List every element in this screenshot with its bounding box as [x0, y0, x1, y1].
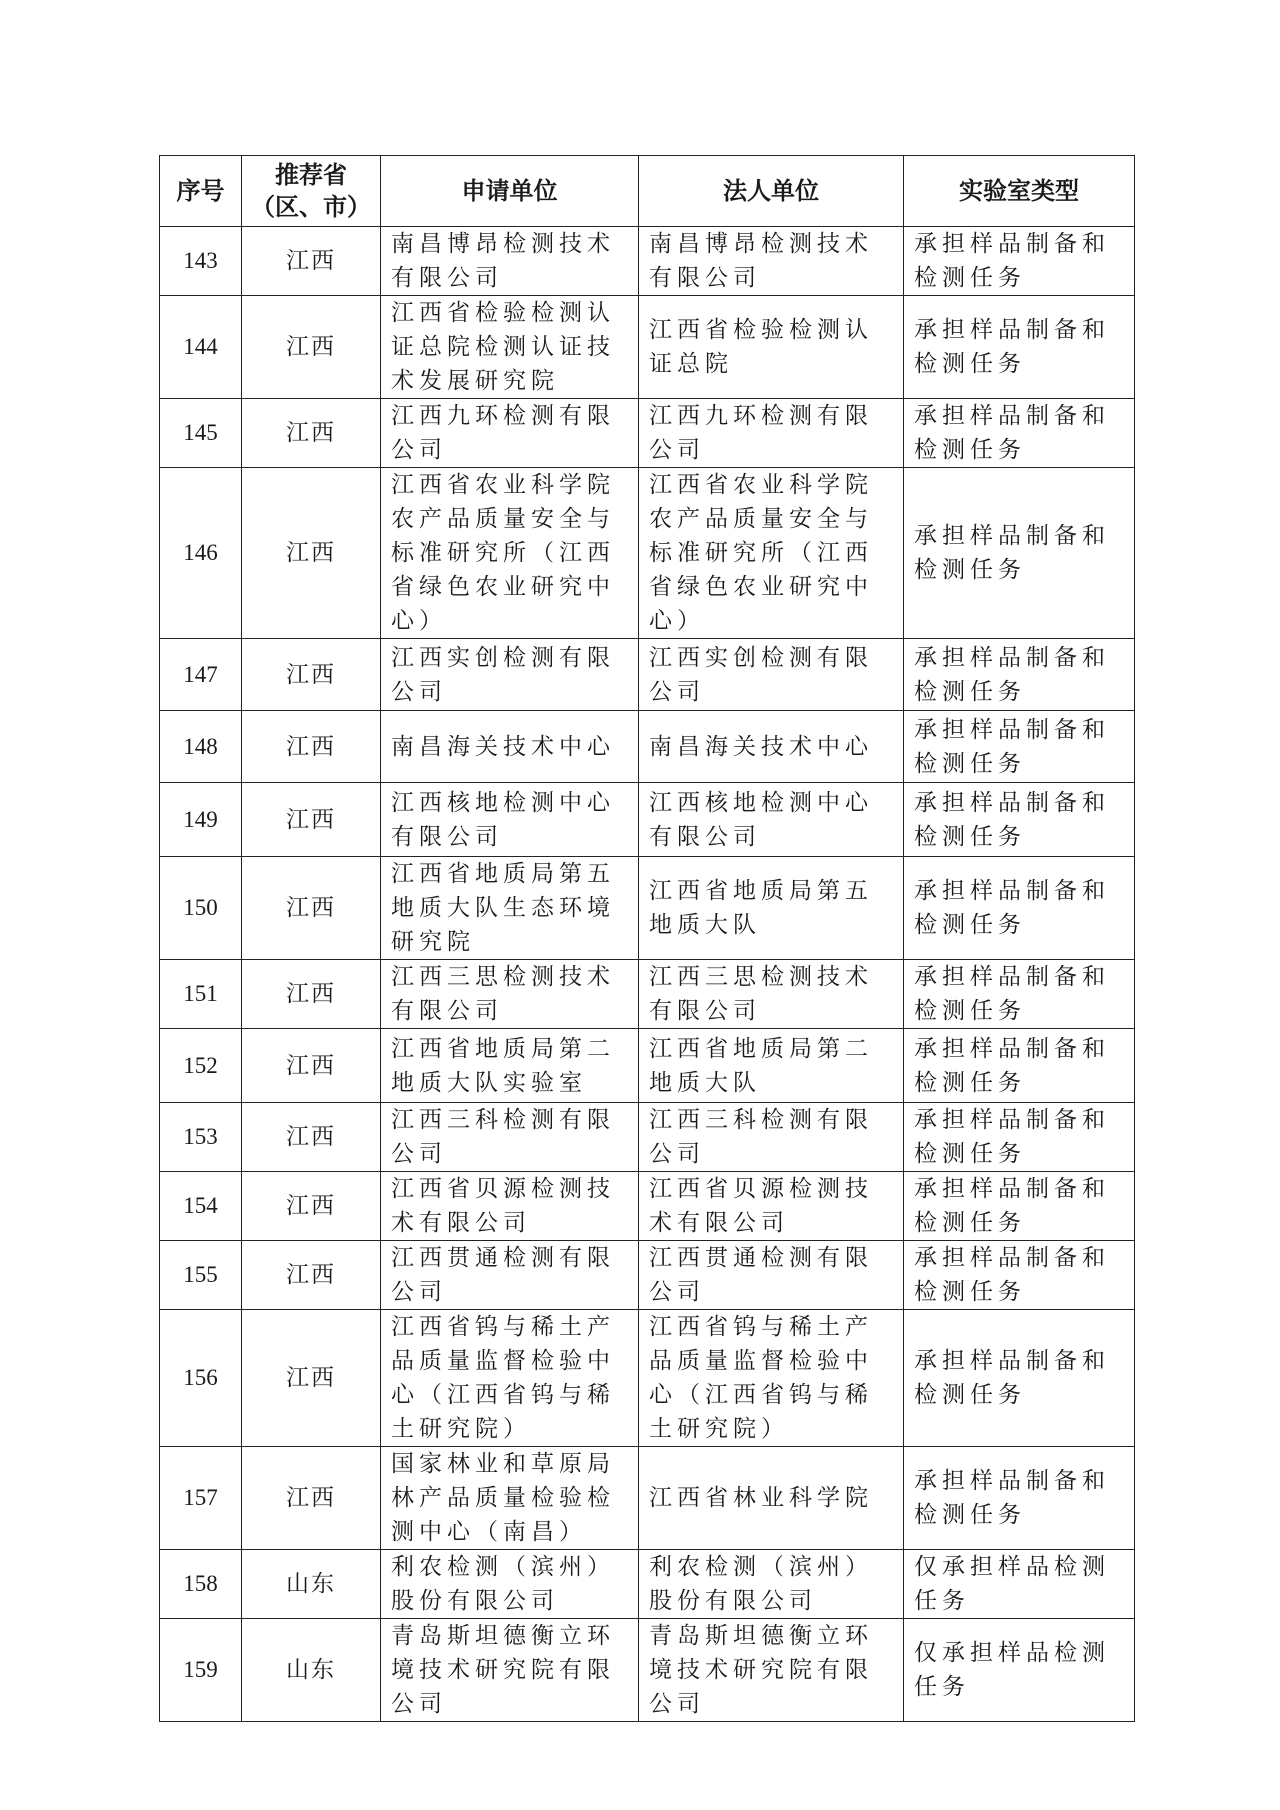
row-province: 山东	[242, 1619, 381, 1722]
row-lab-type: 承担样品制备和检测任务	[904, 1029, 1135, 1103]
row-legal-entity: 江西省林业科学院	[639, 1447, 904, 1550]
row-applicant: 南昌海关技术中心	[381, 711, 639, 783]
table-row	[160, 1172, 1135, 1241]
row-applicant: 南昌博昂检测技术有限公司	[381, 227, 639, 296]
row-lab-type: 承担样品制备和检测任务	[904, 468, 1135, 639]
row-applicant: 江西九环检测有限公司	[381, 399, 639, 468]
row-index: 157	[160, 1447, 242, 1550]
row-index: 148	[160, 711, 242, 783]
row-province: 江西	[242, 227, 381, 296]
table-row	[160, 1310, 1135, 1447]
row-index: 153	[160, 1103, 242, 1172]
row-index: 158	[160, 1550, 242, 1619]
row-index: 154	[160, 1172, 242, 1241]
row-province: 江西	[242, 960, 381, 1029]
header-lab-type: 实验室类型	[904, 156, 1135, 227]
row-applicant: 江西省钨与稀土产品质量监督检验中心（江西省钨与稀土研究院）	[381, 1310, 639, 1447]
row-index: 144	[160, 296, 242, 399]
row-index: 152	[160, 1029, 242, 1103]
row-province: 江西	[242, 468, 381, 639]
table-row	[160, 960, 1135, 1029]
row-province: 江西	[242, 1029, 381, 1103]
row-index: 159	[160, 1619, 242, 1722]
row-legal-entity: 青岛斯坦德衡立环境技术研究院有限公司	[639, 1619, 904, 1722]
row-province: 江西	[242, 783, 381, 857]
row-lab-type: 承担样品制备和检测任务	[904, 1103, 1135, 1172]
row-applicant: 江西省地质局第二地质大队实验室	[381, 1029, 639, 1103]
table-row	[160, 227, 1135, 296]
row-index: 151	[160, 960, 242, 1029]
row-lab-type: 承担样品制备和检测任务	[904, 399, 1135, 468]
row-province: 山东	[242, 1550, 381, 1619]
table-row	[160, 1619, 1135, 1722]
table-row	[160, 296, 1135, 399]
row-legal-entity: 江西核地检测中心有限公司	[639, 783, 904, 857]
row-lab-type: 承担样品制备和检测任务	[904, 711, 1135, 783]
row-index: 156	[160, 1310, 242, 1447]
table-body	[160, 227, 1135, 1722]
table-row	[160, 1029, 1135, 1103]
row-index: 155	[160, 1241, 242, 1310]
table-row	[160, 399, 1135, 468]
row-applicant: 江西省地质局第五地质大队生态环境研究院	[381, 857, 639, 960]
row-lab-type: 承担样品制备和检测任务	[904, 1241, 1135, 1310]
header-province	[242, 156, 381, 227]
row-applicant: 江西三科检测有限公司	[381, 1103, 639, 1172]
row-legal-entity: 利农检测（滨州）股份有限公司	[639, 1550, 904, 1619]
row-province: 江西	[242, 1447, 381, 1550]
row-legal-entity: 江西省地质局第五地质大队	[639, 857, 904, 960]
table-row	[160, 1103, 1135, 1172]
row-lab-type: 承担样品制备和检测任务	[904, 227, 1135, 296]
table-header-row	[160, 156, 1135, 227]
row-lab-type: 承担样品制备和检测任务	[904, 1447, 1135, 1550]
row-applicant: 利农检测（滨州）股份有限公司	[381, 1550, 639, 1619]
header-index: 序号	[160, 156, 242, 227]
row-province: 江西	[242, 1310, 381, 1447]
row-applicant: 青岛斯坦德衡立环境技术研究院有限公司	[381, 1619, 639, 1722]
row-index: 146	[160, 468, 242, 639]
row-legal-entity: 江西实创检测有限公司	[639, 639, 904, 711]
row-province: 江西	[242, 857, 381, 960]
row-index: 150	[160, 857, 242, 960]
row-index: 143	[160, 227, 242, 296]
row-province: 江西	[242, 639, 381, 711]
laboratory-list-table	[159, 155, 1135, 1722]
row-applicant: 江西三思检测技术有限公司	[381, 960, 639, 1029]
row-applicant: 江西省检验检测认证总院检测认证技术发展研究院	[381, 296, 639, 399]
row-lab-type: 承担样品制备和检测任务	[904, 857, 1135, 960]
row-province: 江西	[242, 1172, 381, 1241]
row-applicant: 江西省贝源检测技术有限公司	[381, 1172, 639, 1241]
row-province: 江西	[242, 296, 381, 399]
row-lab-type: 承担样品制备和检测任务	[904, 960, 1135, 1029]
row-lab-type: 承担样品制备和检测任务	[904, 1172, 1135, 1241]
row-province: 江西	[242, 399, 381, 468]
row-province: 江西	[242, 711, 381, 783]
row-lab-type: 承担样品制备和检测任务	[904, 639, 1135, 711]
row-legal-entity: 江西省贝源检测技术有限公司	[639, 1172, 904, 1241]
row-legal-entity: 江西省检验检测认证总院	[639, 296, 904, 399]
row-province: 江西	[242, 1241, 381, 1310]
row-lab-type: 仅承担样品检测任务	[904, 1550, 1135, 1619]
row-index: 147	[160, 639, 242, 711]
row-lab-type: 承担样品制备和检测任务	[904, 1310, 1135, 1447]
table-row	[160, 1447, 1135, 1550]
row-index: 149	[160, 783, 242, 857]
row-applicant: 国家林业和草原局林产品质量检验检测中心（南昌）	[381, 1447, 639, 1550]
row-legal-entity: 南昌海关技术中心	[639, 711, 904, 783]
header-province-line1: 推荐省	[275, 161, 347, 189]
row-legal-entity: 南昌博昂检测技术有限公司	[639, 227, 904, 296]
row-applicant: 江西实创检测有限公司	[381, 639, 639, 711]
table-row	[160, 783, 1135, 857]
row-applicant: 江西贯通检测有限公司	[381, 1241, 639, 1310]
table-row	[160, 1241, 1135, 1310]
row-legal-entity: 江西三科检测有限公司	[639, 1103, 904, 1172]
row-province: 江西	[242, 1103, 381, 1172]
table-row	[160, 1550, 1135, 1619]
row-lab-type: 仅承担样品检测任务	[904, 1619, 1135, 1722]
row-applicant: 江西核地检测中心有限公司	[381, 783, 639, 857]
row-legal-entity: 江西省地质局第二地质大队	[639, 1029, 904, 1103]
table-row	[160, 857, 1135, 960]
row-legal-entity: 江西九环检测有限公司	[639, 399, 904, 468]
row-legal-entity: 江西贯通检测有限公司	[639, 1241, 904, 1310]
header-province-line2: （区、市）	[251, 193, 371, 221]
table-row	[160, 468, 1135, 639]
table-row	[160, 711, 1135, 783]
row-legal-entity: 江西省农业科学院农产品质量安全与标准研究所（江西省绿色农业研究中心）	[639, 468, 904, 639]
table-row	[160, 639, 1135, 711]
row-lab-type: 承担样品制备和检测任务	[904, 783, 1135, 857]
header-legal-entity: 法人单位	[639, 156, 904, 227]
row-legal-entity: 江西三思检测技术有限公司	[639, 960, 904, 1029]
row-lab-type: 承担样品制备和检测任务	[904, 296, 1135, 399]
row-applicant: 江西省农业科学院农产品质量安全与标准研究所（江西省绿色农业研究中心）	[381, 468, 639, 639]
header-applicant: 申请单位	[381, 156, 639, 227]
row-index: 145	[160, 399, 242, 468]
row-legal-entity: 江西省钨与稀土产品质量监督检验中心（江西省钨与稀土研究院）	[639, 1310, 904, 1447]
